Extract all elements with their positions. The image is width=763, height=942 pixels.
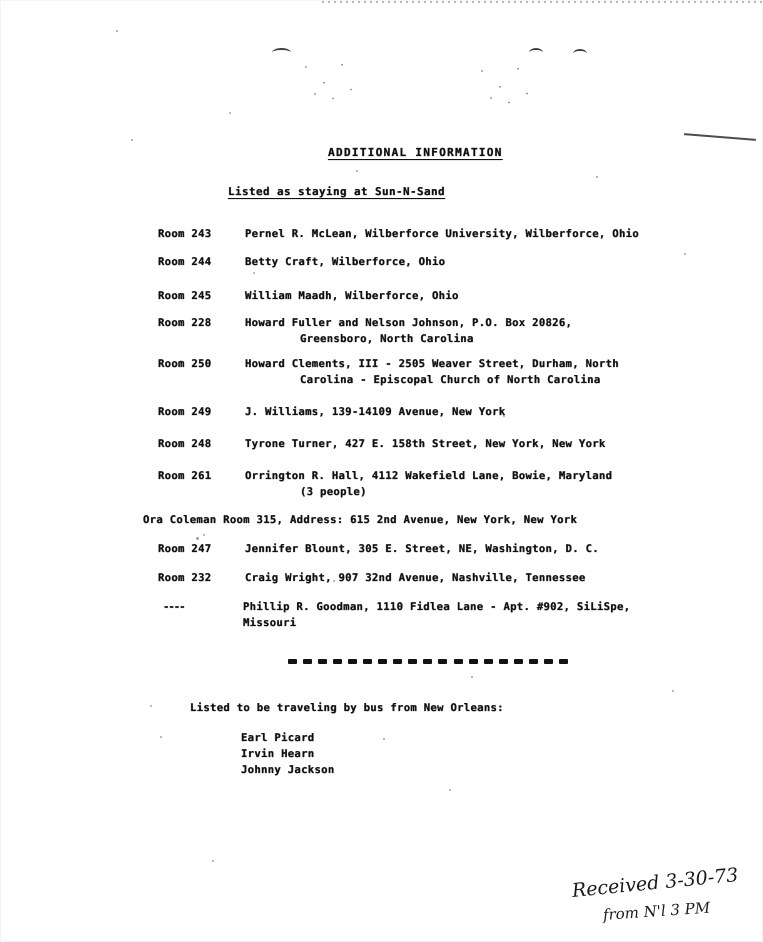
entry-detail-continued: Missouri [243, 617, 297, 629]
scan-speck [203, 534, 205, 536]
entry-room-label: Room 248 [158, 438, 212, 450]
entry-detail-continued: Greensboro, North Carolina [300, 333, 474, 345]
entry-detail: Howard Fuller and Nelson Johnson, P.O. Box 20826, [245, 317, 573, 329]
entry-detail-continued: Carolina - Episcopal Church of North Carolina [300, 374, 601, 386]
scan-speck [196, 537, 199, 540]
entry-detail: Phillip R. Goodman, 1110 Fidlea Lane - Apt. #902, SiLiSpe, [243, 601, 631, 613]
handwritten-time-note: from N'l 3 PM [602, 898, 711, 924]
scan-smudge-arc [529, 48, 543, 57]
scan-speck [356, 170, 358, 172]
scan-smudge-arc [272, 48, 291, 57]
scan-dust [300, 58, 360, 103]
scan-edge-artifact [322, 1, 763, 3]
entry-room-label: Room 228 [158, 317, 212, 329]
entry-room-label: Ora Coleman Room 315, [143, 514, 284, 526]
entry-detail-continued: (3 people) [300, 486, 367, 498]
document-title: ADDITIONAL INFORMATION [328, 146, 503, 159]
entry-room-label: Room 250 [158, 358, 212, 370]
scan-speck [116, 30, 118, 32]
entry-detail: Orrington R. Hall, 4112 Wakefield Lane, Bowie, Maryland [245, 470, 613, 482]
entry-detail: Howard Clements, III - 2505 Weaver Street, Durham, North [245, 358, 619, 370]
section-separator [288, 659, 568, 664]
entry-room-label: Room 247 [158, 543, 212, 555]
entry-room-label: Room 243 [158, 228, 212, 240]
bus-traveler-name: Irvin Hearn [241, 748, 315, 760]
entry-room-label: Room 261 [158, 470, 212, 482]
scan-speck [471, 676, 473, 678]
entry-detail: Pernel R. McLean, Wilberforce University, Wilberforce, Ohio [245, 228, 639, 240]
scan-dust [476, 62, 536, 107]
scan-speck [212, 860, 214, 862]
entry-room-label: Room 232 [158, 572, 212, 584]
scan-speck [131, 139, 133, 141]
entry-room-label: Room 245 [158, 290, 212, 302]
entry-room-label: Room 249 [158, 406, 212, 418]
scan-smudge-arc [573, 49, 587, 58]
scan-speck [229, 112, 231, 114]
scan-speck [253, 272, 255, 274]
entry-detail: Jennifer Blount, 305 E. Street, NE, Washington, D. C. [245, 543, 599, 555]
bus-traveler-name: Earl Picard [241, 732, 315, 744]
scan-speck [672, 690, 674, 692]
scan-pen-mark [684, 133, 756, 140]
handwritten-received-note: Received 3-30-73 [570, 864, 740, 902]
entry-detail: Address: 615 2nd Avenue, New York, New York [290, 514, 578, 526]
entry-room-label-blank: ---- [163, 601, 185, 613]
scan-speck [160, 736, 162, 738]
scan-speck [684, 253, 686, 255]
section-heading-bus-travelers: Listed to be traveling by bus from New Orleans: [190, 702, 504, 714]
scan-speck [150, 705, 152, 707]
entry-detail: Craig Wright, 907 32nd Avenue, Nashville, Tennessee [245, 572, 586, 584]
entry-detail: William Maadh, Wilberforce, Ohio [245, 290, 459, 302]
bus-traveler-name: Johnny Jackson [241, 764, 335, 776]
entry-detail: J. Williams, 139-14109 Avenue, New York [245, 406, 506, 418]
entry-detail: Tyrone Turner, 427 E. 158th Street, New York, New York [245, 438, 606, 450]
section-heading-staying-at: Listed as staying at Sun-N-Sand [228, 185, 446, 198]
entry-detail: Betty Craft, Wilberforce, Ohio [245, 256, 446, 268]
scan-speck [449, 789, 451, 791]
entry-room-label: Room 244 [158, 256, 212, 268]
scan-speck [383, 738, 385, 740]
scan-speck [596, 176, 598, 178]
